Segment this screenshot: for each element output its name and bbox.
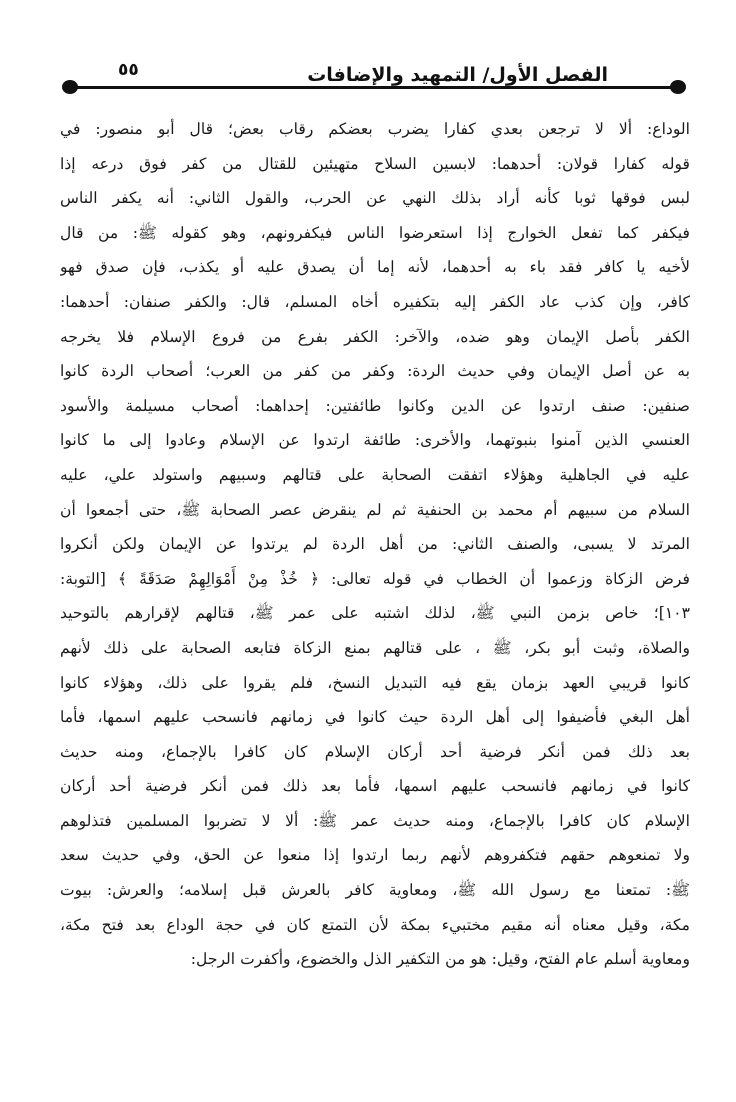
text-line: عليه في الجاهلية وهؤلاء اتفقت الصحابة على قتالهم وسبيهم واستولد علي، عليه [60, 465, 690, 484]
text-line: السلام من سبيهم أم محمد بن الحنفية ثم لم ينقرض عصر الصحابة ﷺ، حتى أجمعوا أن [60, 500, 690, 519]
text-line: ومعاوية أسلم عام الفتح، وقيل: هو من التكفير الذل والخضوع، وأكفرت الرجل: [190, 950, 690, 969]
text-line: المرتد لا يسبى، والصنف الثاني: من أهل الردة لم يرتدوا عن الإيمان ولكن أنكروا [60, 535, 690, 554]
running-header [60, 58, 688, 98]
text-line: كانوا قريبي العهد بزمان يقع فيه التبديل النسخ، فلم يقروا على ذلك، وهؤلاء كانوا [60, 673, 690, 692]
text-line: الكفر بأصل الإيمان وهو ضده، والآخر: الكفر بفرع من فروع الإسلام فلا يخرجه [60, 327, 690, 346]
text-line: ﷺ: تمتعنا مع رسول الله ﷺ، ومعاوية كافر بالعرش قبل إسلامه؛ والعرش: بيوت [60, 881, 690, 900]
text-line: لأخيه يا كافر فقد باء به أحدهما، لأنه إما أن يصدق عليه أو يكذب، فإن صدق فهو [60, 258, 690, 277]
text-line: والصلاة، وثبت أبو بكر، ﷺ ، على قتالهم بمنع الزكاة فتابعه الصحابة على ذلك لأنهم [60, 638, 690, 657]
text-line: قوله كفارا قولان: أحدهما: لابسين السلاح متهيئين للقتال من كفر فوق درعه إذا [60, 154, 690, 173]
text-line: الوداع: ألا لا ترجعن بعدي كفارا يضرب بعضكم رقاب بعض؛ قال أبو منصور: في [60, 120, 690, 138]
quran-citation-line: فرض الزكاة وزعموا أن الخطاب في قوله تعالى: ﴿ خُذْ مِنْ أَمْوَالِهِمْ صَدَقَةً ﴾ [التوبة: [60, 569, 690, 588]
text-line: مكة، وقيل معناه أنه مقيم مختبيء بمكة لأن التمتع كان في حجة الوداع بعد فتح مكة، [60, 915, 690, 934]
header-dot-right [670, 80, 686, 94]
header-rule [74, 86, 674, 89]
text-line: فيكفر كما تفعل الخوارج إذا استعرضوا الناس فيكفرونهم، وهو كقوله ﷺ: من قال [60, 223, 690, 242]
text-line: كافر، وإن كذب عاد الكفر إليه بتكفيره أخاه المسلم، قال: والكفر صنفان: أحدهما: [60, 292, 690, 311]
text-line: لبس فوقها ثوبا كأنه أراد بذلك النهي عن الحرب، والقول الثاني: أنه يكفر الناس [60, 189, 690, 208]
text-line: كانوا في زمانهم فانسحب عليهم اسمها، فأما بعد ذلك فمن أنكر فرضية أحد أركان [60, 777, 690, 796]
header-dot-left [62, 80, 78, 94]
text-line: العنسي الذين آمنوا بنبوتهما، والأخرى: طائفة ارتدوا عن الإسلام وعادوا إلى ما كانوا [60, 431, 690, 450]
text-line: صنفين: صنف ارتدوا عن الدين وكانوا طائفتين: إحداهما: أصحاب مسيلمة والأسود [60, 396, 690, 415]
text-line: به عن أصل الإيمان وفي حديث الردة: وكفر من كفر من العرب؛ أصحاب الردة كانوا [60, 362, 690, 381]
text-line: بعد ذلك فمن أنكر فرضية أحد أركان الإسلام كان كافرا بالإجماع، ومنه حديث [60, 742, 690, 761]
page-number: ٥٥ [112, 60, 145, 80]
text-line: أهل البغي فأضيفوا إلى أهل الردة حيث كانوا في زمانهم فانسحب عليهم اسمها، فأما [60, 708, 690, 727]
chapter-title: الفصل الأول/ التمهيد والإضافات [297, 64, 618, 86]
page-body [60, 112, 690, 977]
text-line: ١٠٣]؛ خاص بزمن النبي ﷺ، لذلك اشتبه على عمر ﷺ، قتالهم لإقرارهم بالتوحيد [60, 604, 690, 623]
text-line: ولا تمنعوهم حقهم فتكفروهم لأنهم ربما ارتدوا إذا منعوا عن الحق، وفي حديث سعد [60, 846, 690, 865]
text-line: الإسلام كان كافرا بالإجماع، ومنه حديث عمر ﷺ: ألا لا تضربوا المسلمين فتذلوهم [60, 811, 690, 830]
